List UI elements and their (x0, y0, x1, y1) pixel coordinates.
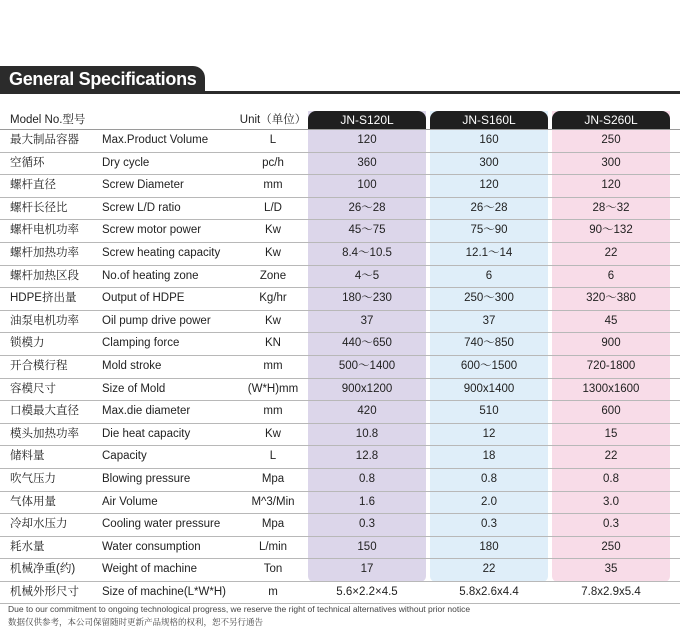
spec-value-model-3: 6 (607, 269, 615, 282)
spec-value-model-2: 18 (482, 450, 496, 463)
spec-unit: Kg/hr (259, 292, 287, 305)
spec-unit: M^3/Min (251, 495, 295, 508)
title-rule (0, 91, 680, 94)
spec-value-model-2: 510 (479, 405, 499, 418)
spec-value-model-1: 1.6 (359, 495, 375, 508)
spec-value-model-2: 600～1500 (460, 359, 518, 372)
spec-name-cn: 锁模力 (10, 337, 45, 350)
spec-value-model-2: 37 (482, 314, 496, 327)
spec-value-model-2: 75～90 (470, 224, 508, 237)
spec-value-model-2: 0.8 (481, 472, 497, 485)
spec-name-cn: 储料量 (10, 450, 45, 463)
spec-name-en: Oil pump drive power (102, 314, 211, 327)
spec-name-en: Mold stroke (102, 359, 162, 372)
model-label: Model No.型号 (10, 114, 86, 126)
spec-value-model-3: 22 (604, 450, 618, 463)
spec-value-model-3: 600 (601, 405, 621, 418)
spec-unit: Kw (265, 314, 281, 327)
spec-name-cn: 空循环 (10, 156, 45, 169)
table-row (0, 266, 680, 289)
spec-value-model-1: 900x1200 (341, 382, 393, 395)
spec-value-model-2: 6 (485, 269, 493, 282)
table-row (0, 130, 680, 153)
table-row (0, 333, 680, 356)
spec-value-model-2: 2.0 (481, 495, 497, 508)
page-title: General Specifications (9, 69, 197, 89)
table-row (0, 220, 680, 243)
spec-name-cn: 口模最大直径 (10, 405, 79, 418)
spec-name-cn: HDPE挤出量 (10, 292, 77, 305)
spec-value-model-2: 180 (479, 540, 499, 553)
table-row (0, 288, 680, 311)
spec-value-model-3: 90～132 (589, 224, 633, 237)
spec-name-en: Die heat capacity (102, 427, 191, 440)
spec-name-en: Water consumption (102, 540, 201, 553)
spec-name-en: Blowing pressure (102, 472, 191, 485)
spec-name-cn: 螺杆电机功率 (10, 224, 79, 237)
spec-name-en: Output of HDPE (102, 292, 185, 305)
spec-value-model-1: 17 (360, 563, 374, 576)
spec-name-en: Weight of machine (102, 563, 198, 576)
spec-value-model-3: 300 (601, 156, 621, 169)
spec-name-en: Screw Diameter (102, 179, 184, 192)
spec-unit: Kw (265, 427, 281, 440)
spec-value-model-1: 45～75 (348, 224, 386, 237)
spec-value-model-3: 28～32 (592, 201, 630, 214)
spec-value-model-3: 1300x1600 (582, 382, 640, 395)
spec-name-en: Clamping force (102, 337, 180, 350)
unit-label: Unit（单位） (239, 114, 307, 126)
spec-value-model-3: 0.8 (603, 472, 619, 485)
spec-value-model-1: 8.4～10.5 (342, 246, 392, 259)
spec-value-model-1: 360 (357, 156, 377, 169)
spec-value-model-3: 7.8x2.9x5.4 (581, 585, 641, 598)
spec-value-model-1: 180～230 (342, 292, 392, 305)
model-header-3: JN-S260L (552, 111, 670, 129)
spec-unit: mm (263, 405, 283, 418)
spec-unit: m (268, 585, 278, 598)
spec-name-en: Max.die diameter (102, 405, 191, 418)
spec-unit: L (269, 450, 277, 463)
spec-value-model-1: 150 (357, 540, 377, 553)
spec-unit: Zone (259, 269, 287, 282)
spec-value-model-3: 45 (604, 314, 618, 327)
spec-value-model-1: 120 (357, 134, 377, 146)
spec-name-en: Screw heating capacity (102, 246, 221, 259)
spec-unit: mm (263, 179, 283, 192)
table-row (0, 582, 680, 605)
disclaimer (8, 603, 470, 629)
spec-name-cn: 机械净重(约) (10, 563, 76, 576)
spec-name-cn: 螺杆直径 (10, 179, 56, 192)
spec-value-model-3: 0.3 (603, 518, 619, 531)
table-row (0, 311, 680, 334)
spec-name-en: Dry cycle (102, 156, 150, 169)
spec-value-model-1: 12.8 (355, 450, 379, 463)
spec-name-cn: 油泵电机功率 (10, 314, 79, 327)
spec-value-model-3: 250 (601, 134, 621, 146)
spec-value-model-3: 320～380 (586, 292, 636, 305)
table-row (0, 514, 680, 537)
spec-name-en: Cooling water pressure (102, 518, 221, 531)
spec-value-model-1: 0.3 (359, 518, 375, 531)
spec-name-cn: 螺杆长径比 (10, 201, 68, 214)
table-row (0, 175, 680, 198)
spec-name-en: Air Volume (102, 495, 158, 508)
spec-name-cn: 耗水量 (10, 540, 45, 553)
spec-value-model-3: 900 (601, 337, 621, 350)
spec-value-model-3: 250 (601, 540, 621, 553)
spec-name-en: Screw motor power (102, 224, 202, 237)
disclaimer-cn: 数据仅供参考，本公司保留随时更新产品规格的权利，恕不另行通告 (8, 617, 264, 627)
table-row (0, 198, 680, 221)
spec-name-en: Size of machine(L*W*H) (102, 585, 226, 598)
spec-value-model-1: 26～28 (348, 201, 386, 214)
spec-name-en: Size of Mold (102, 382, 166, 395)
spec-name-cn: 最大制品容器 (10, 134, 79, 146)
spec-unit: Mpa (261, 472, 285, 485)
spec-name-cn: 模头加热功率 (10, 427, 79, 440)
spec-value-model-3: 720-1800 (586, 359, 636, 372)
spec-name-en: Max.Product Volume (102, 134, 209, 146)
spec-unit: Kw (265, 224, 281, 237)
spec-value-model-2: 22 (482, 563, 496, 576)
table-row (0, 537, 680, 560)
table-row (0, 424, 680, 447)
spec-value-model-2: 12 (482, 427, 496, 440)
table-row (0, 243, 680, 266)
table-header-row (0, 111, 680, 130)
spec-name-en: Capacity (102, 450, 147, 463)
spec-name-en: No.of heating zone (102, 269, 199, 282)
spec-value-model-1: 420 (357, 405, 377, 418)
spec-name-en: Screw L/D ratio (102, 201, 181, 214)
table-row (0, 356, 680, 379)
spec-value-model-2: 12.1～14 (465, 246, 513, 259)
spec-value-model-2: 160 (479, 134, 499, 146)
spec-name-cn: 吹气压力 (10, 472, 56, 485)
spec-name-cn: 开合模行程 (10, 359, 68, 372)
table-row (0, 401, 680, 424)
spec-value-model-2: 0.3 (481, 518, 497, 531)
spec-value-model-3: 15 (604, 427, 618, 440)
spec-value-model-2: 900x1400 (463, 382, 515, 395)
section-title-tab (0, 66, 205, 93)
table-row (0, 559, 680, 582)
spec-value-model-2: 5.8x2.6x4.4 (459, 585, 519, 598)
disclaimer-en: Due to our commitment to ongoing technological progress, we reserve the right of technical alternatives without prior notice (8, 604, 471, 614)
spec-unit: pc/h (262, 156, 284, 169)
spec-value-model-1: 5.6×2.2×4.5 (336, 585, 398, 598)
spec-value-model-1: 37 (360, 314, 374, 327)
table-row (0, 492, 680, 515)
spec-name-cn: 气体用量 (10, 495, 56, 508)
spec-unit: Mpa (261, 518, 285, 531)
spec-value-model-2: 250～300 (464, 292, 514, 305)
spec-unit: L/D (264, 201, 282, 214)
spec-name-cn: 冷却水压力 (10, 518, 68, 531)
table-row (0, 153, 680, 176)
spec-value-model-1: 4～5 (354, 269, 380, 282)
spec-value-model-1: 10.8 (355, 427, 379, 440)
spec-value-model-1: 440～650 (342, 337, 392, 350)
spec-name-cn: 容模尺寸 (10, 382, 56, 395)
spec-name-cn: 螺杆加热功率 (10, 246, 79, 259)
spec-value-model-3: 35 (604, 563, 618, 576)
spec-unit: (W*H)mm (247, 382, 299, 395)
spec-unit: L (269, 134, 277, 146)
model-header-1: JN-S120L (308, 111, 426, 129)
spec-table (0, 111, 680, 604)
table-row (0, 469, 680, 492)
spec-value-model-1: 100 (357, 179, 377, 192)
spec-value-model-2: 300 (479, 156, 499, 169)
spec-value-model-3: 120 (601, 179, 621, 192)
spec-unit: Ton (263, 563, 283, 576)
spec-value-model-3: 22 (604, 246, 618, 259)
spec-name-cn: 螺杆加热区段 (10, 269, 79, 282)
spec-value-model-2: 120 (479, 179, 499, 192)
spec-value-model-3: 3.0 (603, 495, 619, 508)
spec-value-model-1: 500～1400 (338, 359, 396, 372)
spec-name-cn: 机械外形尺寸 (10, 585, 79, 598)
spec-value-model-2: 740～850 (464, 337, 514, 350)
spec-unit: KN (265, 337, 281, 350)
spec-unit: mm (263, 359, 283, 372)
spec-unit: Kw (265, 246, 281, 259)
model-header-2: JN-S160L (430, 111, 548, 129)
spec-unit: L/min (258, 540, 288, 553)
table-row (0, 446, 680, 469)
spec-value-model-2: 26～28 (470, 201, 508, 214)
table-row (0, 379, 680, 402)
spec-value-model-1: 0.8 (359, 472, 375, 485)
